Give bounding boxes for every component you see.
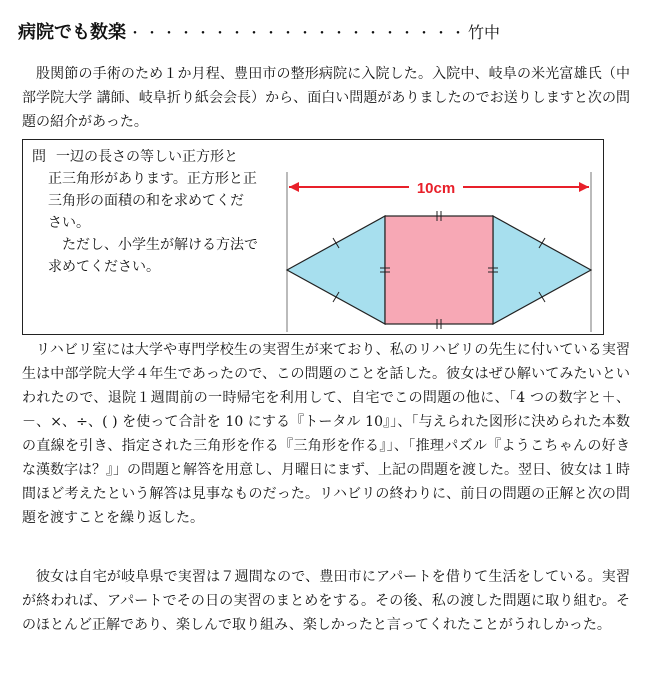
body-paragraph-2: 彼女は自宅が岐阜県で実習は７週間なので、豊田市にアパートを借りて生活をしている。実習が終われば、アパートでその日の実習のまとめをする。その後、私の渡した問題に取り組む。そのほとんど正解であり、楽しんで取り組み、楽しかったと言ってくれたことがうれしかった。 [22,569,630,633]
problem-line-5: ただし、小学生が解ける方法で [62,237,258,253]
problem-line-6: 求めてください。 [48,259,160,275]
square [385,216,493,324]
title-leader-dots: ・・・・・・・・・・・・・・・・・・・・ [128,26,468,42]
right-triangle [493,216,591,324]
problem-text [32,146,280,278]
problem-label: 問 [32,149,46,165]
author-name: 竹中 [468,23,501,42]
problem-line-3: 三角形の面積の和を求めてくだ [48,193,244,209]
problem-line-1: 問 一辺の長さの等しい正方形と [32,149,238,165]
problem-line-2: 正三角形があります。正方形と正 [48,171,257,187]
body-paragraph-1: リハビリ室には大学や専門学校生の実習生が来ており、私のリハビリの先生に付いている実習生は中部学院大学４年生であったので、この問題のことを話した。彼女はぜひ解いてみたいといわれたので、退院１週間前の一時帰宅を利用して、自宅でこの問題の他に、「4 つの数字と＋、－、×、÷、( ) を使って合計を 10 にする『トータル 10』」、「与えられた図形に決められた本数の直線を引き、指定された三角形を作る『三角形を作る』」、「推理パズル『ようこちゃんの好きな漢数字は？』」の問題と解答を用意し、月曜日にまず、上記の問題を渡した。翌日、彼女は１時間ほど考えたという解答は見事なものだった。リハビリの終わりに、前日の問題の正解と次の問題を渡すことを繰り返した。 [22,342,630,526]
left-triangle [287,216,385,324]
problem-line-4: さい。 [48,215,90,231]
problem-figure [281,166,601,332]
intro-paragraph: 股関節の手術のため１か月程、豊田市の整形病院に入院した。入院中、岐阜の米光富雄氏（中部学院大学 講師、岐阜折り紙会会長）から、面白い問題がありましたのでお送りしますと次の問題の紹介があった。 [22,66,630,130]
problem-box [22,139,604,335]
header [18,20,628,46]
dimension-label: 10cm [416,180,456,197]
page-title: 病院でも数楽 [18,22,126,43]
